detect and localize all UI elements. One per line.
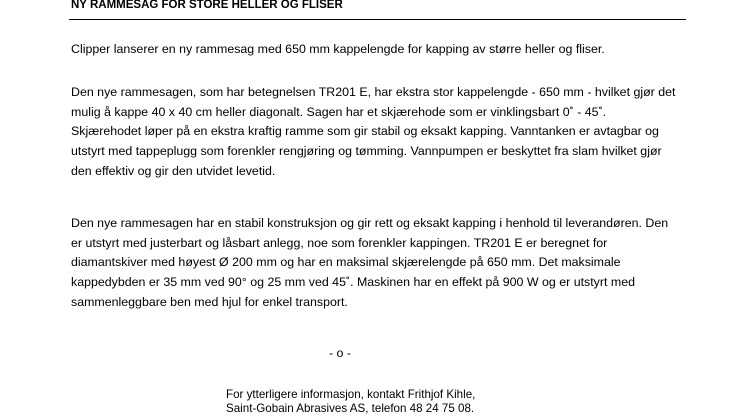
paragraph-line: sammenleggbare ben med hjul for enkel transport. [71, 294, 348, 309]
paragraph-line: er utstyrt med justerbart og låsbart anlegg, noe som forenkler kappingen. TR201 E er beregnet for [71, 235, 608, 250]
paragraph-line: diamantskiver med høyest Ø 200 mm og har en maksimal skjærelengde på 650 mm. Det maksimale [71, 255, 621, 270]
paragraph-line: mulig å kappe 40 x 40 cm heller diagonalt. Sagen har et skjærehode som er vinklingsbart 0˚ - 45˚. [71, 104, 607, 119]
paragraph-line: kappedybden er 35 mm ved 90° og 25 mm ved 45˚. Maskinen har en effekt på 900 W og er utstyrt med [71, 275, 635, 290]
details-paragraph [71, 83, 691, 182]
paragraph-line: Skjærehodet løper på en ekstra kraftig ramme som gir stabil og eksakt kapping. Vanntanken er avtagbar og [71, 124, 659, 139]
intro-paragraph [71, 40, 691, 60]
contact-line: Saint-Gobain Abrasives AS, telefon 48 24 75 08. [226, 402, 475, 415]
title-divider [69, 19, 686, 20]
paragraph-line: den effektiv og gir den utvidet levetid. [71, 163, 276, 178]
specs-paragraph [71, 214, 691, 313]
paragraph-line: Den nye rammesagen har en stabil konstruksjon og gir rett og eksakt kapping i henhold til leverandøren. Den [71, 216, 669, 230]
paragraph-line: Clipper lanserer en ny rammesag med 650 mm kappelengde for kapping av større heller og fliser. [71, 42, 605, 56]
section-separator: - o - [328, 346, 352, 360]
document-title: NY RAMMESAG FOR STORE HELLER OG FLISER [71, 0, 343, 11]
paragraph-line: Den nye rammesagen, som har betegnelsen TR201 E, har ekstra stor kappelengde - 650 mm - hvilket gjør det [71, 85, 676, 99]
contact-info [226, 388, 475, 416]
contact-line: For ytterligere informasjon, kontakt Frithjof Kihle, [226, 388, 476, 401]
paragraph-line: utstyrt med tappeplugg som forenkler rengjøring og tømming. Vannpumpen er beskyttet fra slam hvilket gjør [71, 144, 662, 159]
